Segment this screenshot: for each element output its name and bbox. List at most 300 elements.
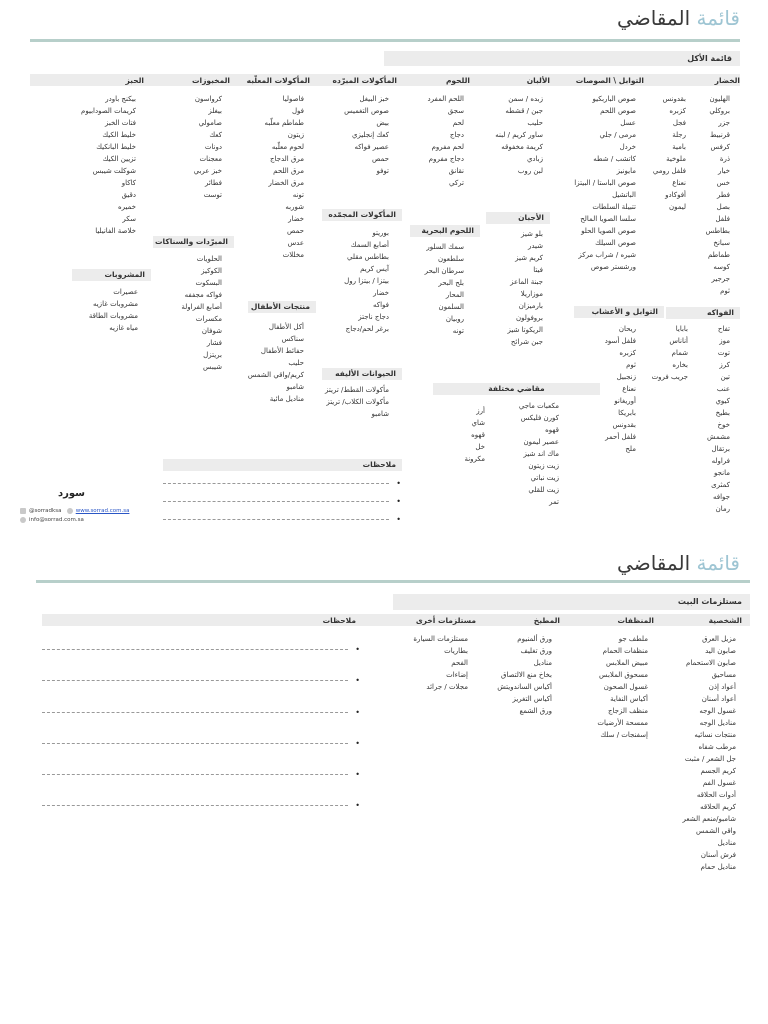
list-item: فتات الخبز bbox=[105, 119, 136, 127]
list-item: أكياس التغريز bbox=[512, 695, 552, 703]
page-title: قائمة المقاضي bbox=[617, 6, 740, 30]
list-item: شوكلت شيبس bbox=[92, 167, 136, 175]
drinks-header: المشروبات bbox=[72, 269, 151, 281]
list-item: توفو bbox=[376, 167, 389, 175]
bullet: • bbox=[396, 515, 401, 524]
list-item: زنجبيل bbox=[616, 373, 636, 381]
list-item: خضار bbox=[288, 215, 304, 223]
list-item: مناديل bbox=[717, 839, 736, 847]
list-item: الهليون bbox=[709, 95, 730, 103]
baking-list bbox=[81, 93, 136, 237]
list-item: نعناع bbox=[622, 385, 636, 393]
list-item: بلح البحر bbox=[438, 279, 464, 287]
list-item: فواكه bbox=[373, 301, 389, 309]
list-item: مرطب شفاه bbox=[698, 743, 736, 751]
list-item: نعناع bbox=[672, 179, 686, 187]
list-item: أكياس الساندويتش bbox=[497, 683, 552, 691]
list-item: كورن فليكس bbox=[520, 414, 559, 422]
list-item: سناكس bbox=[281, 335, 304, 343]
list-item: خضار bbox=[373, 289, 389, 297]
list-item: رمان bbox=[715, 505, 730, 513]
list-item: مانجو bbox=[714, 469, 730, 477]
cleaning-header: المنظفات bbox=[617, 616, 654, 625]
list-item: لحوم معلّبه bbox=[271, 143, 304, 151]
personal-list bbox=[682, 633, 736, 873]
dashed-line bbox=[163, 501, 389, 502]
sweets-list bbox=[181, 253, 222, 373]
list-item: توست bbox=[203, 191, 222, 199]
list-item: إسفنجات / سلك bbox=[600, 731, 648, 739]
list-item: كاكاو bbox=[121, 179, 136, 187]
list-item: موزاريلا bbox=[520, 290, 543, 298]
list-item: مكعبات ماجي bbox=[518, 402, 559, 410]
list-item: مأكولات الكلاب/ تريتز bbox=[326, 398, 389, 406]
personal-header: الشخصية bbox=[708, 616, 742, 625]
list-item: خبز البيغل bbox=[359, 95, 389, 103]
title-divider bbox=[30, 39, 740, 42]
list-item: بخاره bbox=[672, 361, 688, 369]
seafood-list bbox=[425, 241, 464, 337]
list-item: زبادي bbox=[526, 155, 543, 163]
list-item: دقيق bbox=[121, 191, 136, 199]
list-item: شمام bbox=[671, 349, 688, 357]
list-item: بوريتو bbox=[372, 229, 389, 237]
list-item: مستلزمات السيارة bbox=[413, 635, 468, 643]
list-item: صوص الصويا الحلو bbox=[581, 227, 636, 235]
bakery-header: المخبوزات bbox=[191, 76, 230, 85]
list-item: بطاريات bbox=[444, 647, 468, 655]
list-item: قرنبيط bbox=[709, 131, 730, 139]
list-item: مسحوق الملابس bbox=[599, 671, 648, 679]
list-item: كرواسون bbox=[194, 95, 222, 103]
list-item: قهوه bbox=[471, 431, 485, 439]
list-item: ممسحة الأرضيات bbox=[597, 719, 648, 727]
bullet: • bbox=[355, 708, 360, 717]
list-item: جبن / قشطه bbox=[505, 107, 543, 115]
dashed-line bbox=[42, 649, 348, 650]
list-item: كريمة مخفوقه bbox=[501, 143, 543, 151]
dashed-line bbox=[42, 712, 348, 713]
list-item: بروفولون bbox=[515, 314, 543, 322]
list-item: ملح bbox=[625, 445, 636, 453]
social-row: @sorradksa www.sorrad.com.sa bbox=[20, 507, 129, 516]
list-item: مبيض الملابس bbox=[606, 659, 648, 667]
list-item: كريم شيز bbox=[515, 254, 543, 262]
list-item: خيار bbox=[718, 167, 730, 175]
title-divider bbox=[36, 580, 750, 583]
meat-list bbox=[428, 93, 464, 189]
note-line[interactable] bbox=[42, 738, 360, 750]
list-item: فيتا bbox=[533, 266, 543, 274]
list-item: ورق الشمع bbox=[519, 707, 552, 715]
list-item: عدس bbox=[287, 239, 304, 247]
list-item: كعك إنجليزي bbox=[351, 131, 389, 139]
list-item: بصل bbox=[716, 203, 730, 211]
list-item: تمر bbox=[549, 498, 559, 506]
list-item: البسكوت bbox=[195, 279, 222, 287]
fruits-header: الفواكه bbox=[666, 307, 740, 319]
list-item: حليب bbox=[288, 359, 304, 367]
list-item: جريب فروت bbox=[651, 373, 688, 381]
globe-icon bbox=[67, 508, 73, 514]
list-item: عصير ليمون bbox=[523, 438, 559, 446]
list-item: المحار bbox=[445, 291, 464, 299]
list-item: كزبره bbox=[619, 349, 636, 357]
dashed-line bbox=[42, 743, 348, 744]
list-item: صوص السيلك bbox=[595, 239, 636, 247]
sauces-list bbox=[574, 93, 636, 273]
list-item: ورشستر صوص bbox=[590, 263, 636, 271]
list-item: أصابع الفراولة bbox=[181, 303, 222, 311]
list-item: بطاطس bbox=[705, 227, 730, 235]
dashed-line bbox=[163, 519, 389, 520]
list-item: دجاج ناجتز bbox=[358, 313, 389, 321]
list-item: بقدونس bbox=[662, 95, 686, 103]
list-item: روبيان bbox=[445, 315, 464, 323]
list-item: فاصوليا bbox=[282, 95, 304, 103]
list-item: كرز bbox=[719, 361, 730, 369]
household-sheet bbox=[0, 545, 768, 1024]
list-item: كريم/واقي الشمس bbox=[247, 371, 304, 379]
bullet: • bbox=[355, 645, 360, 654]
list-item: الباتشيل bbox=[612, 191, 636, 199]
list-item: مزيل العرق bbox=[702, 635, 736, 643]
list-item: فلفل أسود bbox=[604, 337, 636, 345]
list-item: غسول الصحون bbox=[603, 683, 648, 691]
list-item: شامبو bbox=[371, 410, 389, 418]
vegetables-header: الخضار bbox=[714, 76, 740, 85]
list-item: السلمون bbox=[438, 303, 464, 311]
notes-header: ملاحظات bbox=[163, 459, 402, 471]
list-item: شيبس bbox=[202, 363, 222, 371]
list-item: أعواد أسنان bbox=[701, 695, 736, 703]
instagram-icon bbox=[20, 508, 26, 514]
list-item: فطر bbox=[717, 191, 730, 199]
list-item: جبن شرائح bbox=[510, 338, 543, 346]
frozen-list bbox=[344, 227, 389, 335]
note-line[interactable] bbox=[42, 707, 360, 719]
list-item: آيس كريم bbox=[360, 265, 389, 273]
list-item: كريمات الصودابيوم bbox=[81, 107, 136, 115]
canned-list bbox=[264, 93, 304, 261]
list-item: بلو شيز bbox=[521, 230, 543, 238]
list-item: صوص الباربكيو bbox=[592, 95, 636, 103]
list-item: دجاج bbox=[449, 131, 464, 139]
list-item: أناناس bbox=[669, 337, 688, 345]
list-item: فشار bbox=[206, 339, 222, 347]
bakery-list bbox=[194, 93, 222, 201]
list-item: رجلة bbox=[672, 131, 686, 139]
list-item: مناديل الوجه bbox=[699, 719, 736, 727]
list-item: منتجات نسائيه bbox=[694, 731, 736, 739]
bullet: • bbox=[396, 497, 401, 506]
list-item: الكوكيز bbox=[201, 267, 222, 275]
bullet: • bbox=[355, 801, 360, 810]
list-item: أكياس النفاية bbox=[610, 695, 648, 703]
list-item: بابايا bbox=[675, 325, 688, 333]
chilled-header: المأكولات المبرّده bbox=[332, 76, 397, 85]
list-item: شوفان bbox=[201, 327, 222, 335]
list-item: ثوم bbox=[626, 361, 636, 369]
dashed-line bbox=[42, 805, 348, 806]
list-item: مرمى / جلي bbox=[599, 131, 636, 139]
list-item: ملطف جو bbox=[618, 635, 648, 643]
note-line[interactable] bbox=[42, 675, 360, 687]
list-item: سلسا الصويا المالح bbox=[580, 215, 636, 223]
list-item: فطائر bbox=[204, 179, 222, 187]
list-item: كيوي bbox=[715, 397, 730, 405]
vegetables-list-b bbox=[653, 93, 686, 213]
list-item: بامية bbox=[672, 143, 686, 151]
email-icon bbox=[20, 517, 26, 523]
list-item: سبانخ bbox=[713, 239, 730, 247]
list-item: بريتزل bbox=[203, 351, 222, 359]
website-link[interactable]: www.sorrad.com.sa bbox=[75, 508, 130, 514]
list-item: لبن روب bbox=[517, 167, 543, 175]
dairy-list bbox=[495, 93, 543, 177]
list-item: حمص bbox=[372, 155, 389, 163]
list-item: ماك اند شيز bbox=[523, 450, 559, 458]
list-item: مكسرات bbox=[195, 315, 222, 323]
list-item: جل الشعر / مثبت bbox=[684, 755, 736, 763]
list-item: لحم bbox=[452, 119, 464, 127]
meat-header: اللحوم bbox=[445, 76, 470, 85]
list-item: مخللات bbox=[282, 251, 304, 259]
list-item: أفوكادو bbox=[665, 191, 686, 199]
list-item: بطاطس مقلي bbox=[347, 253, 389, 261]
list-item: معجنات bbox=[199, 155, 222, 163]
sweets-header: المبرّدات والسناكات bbox=[153, 236, 234, 248]
list-item: شيدر bbox=[527, 242, 543, 250]
list-item: زيتون bbox=[287, 131, 304, 139]
list-item: ليمون bbox=[668, 203, 686, 211]
seafood-header: اللحوم البحرية bbox=[410, 225, 480, 237]
list-item: لحم مفروم bbox=[431, 143, 464, 151]
list-item: خل bbox=[475, 443, 485, 451]
list-item: تفاح bbox=[717, 325, 730, 333]
list-item: فجل bbox=[672, 119, 686, 127]
list-item: موز bbox=[719, 337, 730, 345]
list-item: صوص اللحم bbox=[600, 107, 636, 115]
spices-header: التوابل و الأعشاب bbox=[574, 306, 664, 318]
list-item: مناديل bbox=[533, 659, 552, 667]
list-item: ثوم bbox=[720, 287, 730, 295]
list-item: جبنة الماعز bbox=[510, 278, 543, 286]
list-item: تونه bbox=[452, 327, 464, 335]
household-band: مستلزمات البيت bbox=[393, 594, 750, 610]
list-item: حليب bbox=[527, 119, 543, 127]
misc-list-b bbox=[464, 405, 485, 465]
list-item: بيغلز bbox=[208, 107, 222, 115]
list-item: دونات bbox=[204, 143, 222, 151]
list-item: قهوه bbox=[545, 426, 559, 434]
list-item: أصابع السمك bbox=[350, 241, 389, 249]
cheese-list bbox=[507, 228, 543, 348]
misc-list-a bbox=[519, 400, 559, 508]
list-item: مجلات / جرائد bbox=[426, 683, 468, 691]
cheese-header: الأجبان bbox=[486, 212, 550, 224]
list-item: سجق bbox=[447, 107, 464, 115]
list-item: شيره / شراب مركز bbox=[578, 251, 636, 259]
list-item: شوربه bbox=[285, 203, 304, 211]
list-item: خبز عربي bbox=[193, 167, 222, 175]
list-item: فرش أسنان bbox=[700, 851, 736, 859]
dashed-line bbox=[42, 680, 348, 681]
list-item: اللحم المفرد bbox=[427, 95, 464, 103]
list-item: عسل bbox=[620, 119, 636, 127]
baby-list bbox=[248, 321, 304, 405]
list-item: مناديل مائية bbox=[269, 395, 304, 403]
note-line[interactable] bbox=[42, 769, 360, 781]
list-item: سكر bbox=[122, 215, 136, 223]
list-item: نقانق bbox=[448, 167, 464, 175]
list-item: مرق الخضار bbox=[268, 179, 304, 187]
list-item: كرفس bbox=[710, 143, 730, 151]
fruits-list-a bbox=[707, 323, 730, 515]
list-item: طماطم معلّبه bbox=[264, 119, 304, 127]
list-item: كعك bbox=[209, 131, 222, 139]
list-item: سمك السلور bbox=[426, 243, 464, 251]
list-item: بروكلي bbox=[709, 107, 730, 115]
list-item: فلفل رومي bbox=[652, 167, 686, 175]
list-item: جزر bbox=[718, 119, 730, 127]
page-title: قائمة المقاضي bbox=[617, 551, 740, 575]
list-item: فواكه مجففه bbox=[184, 291, 222, 299]
list-item: مياه غازيه bbox=[109, 324, 138, 332]
list-item: عصيرات bbox=[113, 288, 138, 296]
list-item: منظفات الحمام bbox=[602, 647, 648, 655]
pets-header: الحيوانات الأليفه bbox=[322, 368, 402, 380]
list-item: تونه bbox=[292, 191, 304, 199]
list-item: بابريكا bbox=[618, 409, 636, 417]
list-item: مرق الدجاج bbox=[270, 155, 304, 163]
list-item: كمثرى bbox=[711, 481, 730, 489]
list-item: بيتزا / بيتزا رول bbox=[344, 277, 389, 285]
list-item: زيت نباتي bbox=[530, 474, 559, 482]
frozen-header: المأكولات المجمّده bbox=[322, 209, 402, 221]
list-item: أوريغانو bbox=[614, 397, 636, 405]
bullet: • bbox=[355, 739, 360, 748]
list-item: الحلويات bbox=[196, 255, 222, 263]
list-item: أعواد إذن bbox=[708, 683, 736, 691]
list-item: فلفل أحمر bbox=[605, 433, 636, 441]
list-item: مأكولات القطط/ تريتز bbox=[325, 386, 389, 394]
list-item: خوخ bbox=[717, 421, 730, 429]
note-line[interactable] bbox=[163, 478, 401, 490]
list-item: كريم الجسم bbox=[700, 767, 736, 775]
list-item: زبده / سمن bbox=[508, 95, 543, 103]
list-item: مكرونة bbox=[464, 455, 485, 463]
list-item: دجاج مفروم bbox=[428, 155, 464, 163]
list-item: شامبو bbox=[286, 383, 304, 391]
list-item: سرطان البحر bbox=[424, 267, 464, 275]
list-item: جرجير bbox=[711, 275, 730, 283]
list-item: سلطعون bbox=[437, 255, 464, 263]
list-item: بيكنج باودر bbox=[105, 95, 136, 103]
list-item: فراوله bbox=[711, 457, 730, 465]
list-item: زيت للقلي bbox=[528, 486, 559, 494]
note-line[interactable] bbox=[163, 496, 401, 508]
dashed-line bbox=[42, 774, 348, 775]
list-item: صابون الاستحمام bbox=[686, 659, 736, 667]
list-item: أدوات الحلاقه bbox=[696, 791, 736, 799]
food-list-band: قائمة الأكل bbox=[384, 51, 740, 66]
note-line[interactable] bbox=[42, 644, 360, 656]
list-item: خس bbox=[716, 179, 730, 187]
notes-header: ملاحظات bbox=[322, 616, 356, 625]
list-item: مشمش bbox=[707, 433, 730, 441]
list-item: صوص الباستا / البيتزا bbox=[574, 179, 636, 187]
list-item: بخاخ منع الالتصاق bbox=[501, 671, 552, 679]
list-item: توت bbox=[717, 349, 730, 357]
list-item: ساور كريم / لبنه bbox=[495, 131, 543, 139]
list-item: صامولي bbox=[198, 119, 222, 127]
list-item: تركي bbox=[449, 179, 464, 187]
list-item: بطيخ bbox=[715, 409, 730, 417]
list-item: بيض bbox=[376, 119, 389, 127]
kitchen-header: المطبخ bbox=[533, 616, 560, 625]
bullet: • bbox=[355, 770, 360, 779]
list-item: بقدونس bbox=[612, 421, 636, 429]
bullet: • bbox=[355, 676, 360, 685]
list-item: الفحم bbox=[451, 659, 468, 667]
list-item: مايونيز bbox=[616, 167, 636, 175]
note-line[interactable] bbox=[163, 514, 401, 526]
canned-header: المأكولات المعلّبه bbox=[246, 76, 310, 85]
list-item: شامبو/منعم الشعر bbox=[682, 815, 736, 823]
list-item: ذرة bbox=[719, 155, 730, 163]
list-item: خردل bbox=[619, 143, 636, 151]
list-item: حفائط الأطفال bbox=[260, 347, 304, 355]
list-item: برغر لحم/دجاج bbox=[345, 325, 389, 333]
fruits-list-b bbox=[652, 323, 688, 383]
list-item: طماطم bbox=[708, 251, 730, 259]
list-item: الريكوتا شيز bbox=[507, 326, 543, 334]
chilled-list bbox=[344, 93, 389, 177]
list-item: كاتشب / شطه bbox=[593, 155, 636, 163]
list-item: شاي bbox=[471, 419, 485, 427]
list-item: عصير فواكه bbox=[354, 143, 389, 151]
list-item: زيت زيتون bbox=[528, 462, 559, 470]
list-item: عنب bbox=[716, 385, 730, 393]
list-item: واقي الشمس bbox=[695, 827, 736, 835]
list-item: فول bbox=[291, 107, 304, 115]
brand-logo: سورد bbox=[58, 488, 85, 499]
spices-list bbox=[605, 323, 636, 455]
note-line[interactable] bbox=[42, 800, 360, 812]
list-item: منظف الزجاج bbox=[608, 707, 648, 715]
list-item: كزبره bbox=[669, 107, 686, 115]
list-item: خليط البانكيك bbox=[96, 143, 136, 151]
list-item: برتقال bbox=[711, 445, 730, 453]
list-item: مناديل حمام bbox=[700, 863, 736, 871]
list-item: مساحيق bbox=[711, 671, 736, 679]
list-item: إضاءات bbox=[446, 671, 468, 679]
list-item: كريم الحلاقه bbox=[700, 803, 736, 811]
drinks-list bbox=[89, 286, 138, 334]
list-item: غسول الوجه bbox=[699, 707, 736, 715]
list-item: خلاصة الفانيليا bbox=[95, 227, 136, 235]
list-item: صابون اليد bbox=[705, 647, 736, 655]
list-item: بارميزان bbox=[518, 302, 543, 310]
other-header: مستلزمات أخرى bbox=[415, 616, 476, 625]
list-item: فلفل bbox=[715, 215, 730, 223]
list-item: ملوخية bbox=[666, 155, 686, 163]
list-item: أرز bbox=[476, 407, 485, 415]
list-item: ورق تغليف bbox=[520, 647, 552, 655]
list-item: تين bbox=[720, 373, 730, 381]
kitchen-list bbox=[497, 633, 552, 717]
